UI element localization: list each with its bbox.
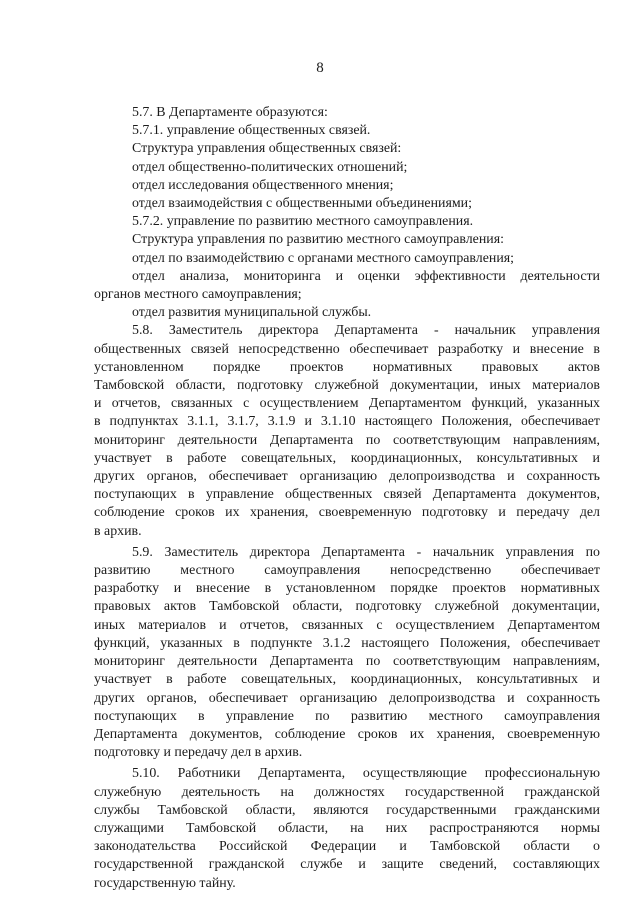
text-line: правовых актов Тамбовской области, подготовку служебной документации, bbox=[94, 599, 600, 615]
text-line: мониторинг деятельности Департамента по соответствующим направлениям, bbox=[94, 654, 600, 670]
text-line: иных материалов и отчетов, связанных с осуществлением Департаментом bbox=[94, 617, 600, 633]
page-number: 8 bbox=[316, 60, 324, 76]
text-line: Структура управления общественных связей: bbox=[132, 141, 402, 157]
text-line: поступающих в управление по развитию местного самоуправления bbox=[94, 708, 600, 724]
text-line: функций, указанных в подпункте 3.1.2 настоящего Положения, обеспечивает bbox=[94, 635, 600, 651]
text-line: общественных связей непосредственно обеспечивает разработку и внесение в bbox=[94, 341, 600, 357]
text-line: мониторинг деятельности Департамента по соответствующим направлениям, bbox=[94, 432, 600, 448]
text-line: установленном порядке проектов нормативных правовых актов bbox=[94, 359, 600, 375]
text-line: подготовку и передачу дел в архив. bbox=[94, 745, 303, 761]
text-line: отдел развития муниципальной службы. bbox=[132, 305, 372, 321]
text-line: в архив. bbox=[94, 523, 142, 539]
text-line: государственной гражданской службе и защите сведений, составляющих bbox=[94, 857, 600, 873]
text-line: органов местного самоуправления; bbox=[94, 287, 302, 303]
text-line: законодательства Российской Федерации и Тамбовской области о bbox=[94, 839, 600, 855]
text-line: в подпунктах 3.1.1, 3.1.7, 3.1.9 и 3.1.10 настоящего Положения, обеспечивает bbox=[94, 414, 600, 430]
text-line: 5.8. Заместитель директора Департамента - начальник управления bbox=[132, 323, 600, 339]
text-line: служебную деятельность на должностях государственной гражданской bbox=[94, 784, 600, 800]
text-line: служащими Тамбовской области, на них распространяются нормы bbox=[94, 820, 600, 836]
text-line: соблюдение сроков их хранения, своевременную подготовку и передачу дел bbox=[94, 505, 600, 521]
text-line: государственную тайну. bbox=[94, 875, 236, 891]
text-line: других органов, обеспечивает организацию делопроизводства и сохранность bbox=[94, 690, 600, 706]
text-line: 5.7.2. управление по развитию местного самоуправления. bbox=[132, 214, 474, 230]
text-line: развитию местного самоуправления непосредственно обеспечивает bbox=[94, 563, 600, 579]
text-line: отдел исследования общественного мнения; bbox=[132, 177, 394, 193]
text-line: поступающих в управление общественных связей Департамента документов, bbox=[94, 487, 600, 503]
text-line: службы Тамбовской области, являются государственными гражданскими bbox=[94, 802, 600, 818]
text-line: и отчетов, связанных с осуществлением Департаментом функций, указанных bbox=[94, 396, 600, 412]
text-line: 5.9. Заместитель директора Департамента - начальник управления по bbox=[132, 544, 600, 560]
text-line: участвует в работе совещательных, координационных, консультативных и bbox=[94, 450, 600, 466]
text-line: отдел анализа, мониторинга и оценки эффективности деятельности bbox=[132, 268, 600, 284]
text-line: 5.7.1. управление общественных связей. bbox=[132, 123, 371, 139]
text-line: 5.7. В Департаменте образуются: bbox=[132, 105, 328, 120]
text-line: участвует в работе совещательных, координационных, консультативных и bbox=[94, 672, 600, 688]
text-line: Структура управления по развитию местного самоуправления: bbox=[132, 232, 504, 248]
document-body bbox=[94, 104, 600, 893]
text-line: разработку и внесение в установленном порядке проектов нормативных bbox=[94, 581, 600, 597]
text-line: отдел общественно-политических отношений; bbox=[132, 159, 408, 175]
text-line: отдел по взаимодействию с органами местного самоуправления; bbox=[132, 250, 515, 266]
text-line: Тамбовской области, подготовку служебной документации, иных материалов bbox=[94, 378, 600, 394]
text-line: других органов, обеспечивает организацию делопроизводства и сохранность bbox=[94, 469, 600, 485]
text-line: отдел взаимодействия с общественными объединениями; bbox=[132, 196, 472, 212]
text-line: Департамента документов, соблюдение сроков их хранения, своевременную bbox=[94, 726, 600, 742]
text-line: 5.10. Работники Департамента, осуществляющие профессиональную bbox=[132, 766, 600, 782]
